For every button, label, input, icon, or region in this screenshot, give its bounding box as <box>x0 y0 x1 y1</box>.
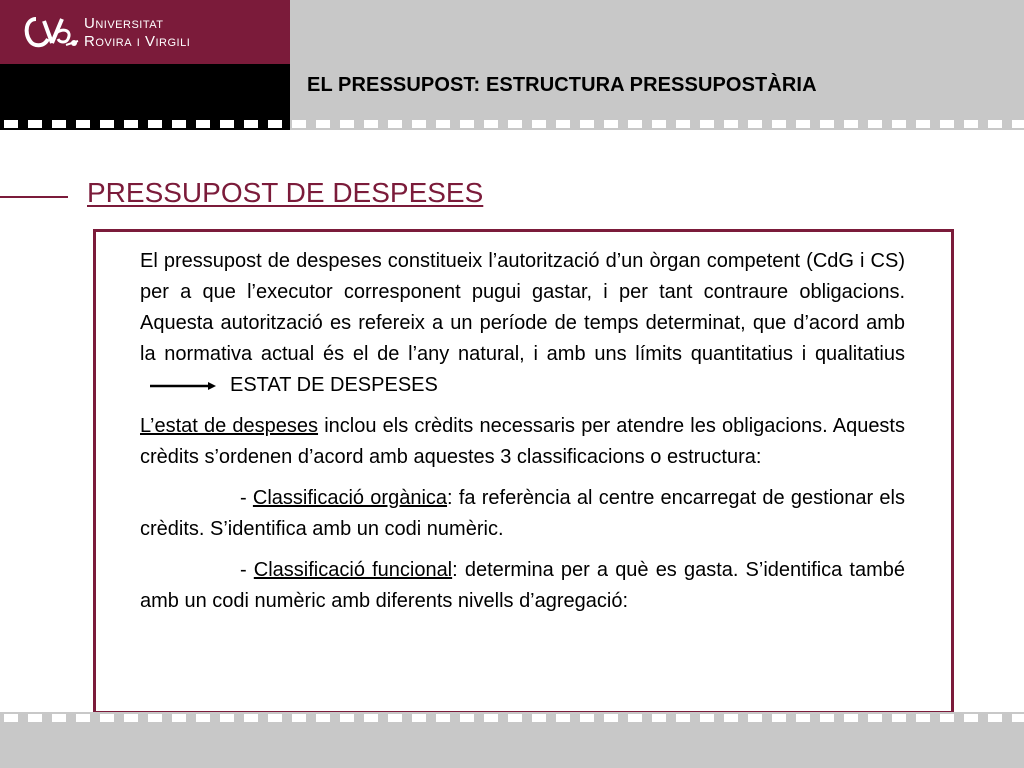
content-box <box>93 229 954 714</box>
estat-term: L’estat de despeses <box>140 415 319 437</box>
funcional-text: : determina per a què es gasta. S’identifica també amb un codi numèric amb diferents nivells d’agregació: <box>140 559 905 612</box>
paragraph-estat <box>140 411 905 473</box>
organica-term: Classificació orgànica <box>252 487 448 509</box>
organica-text: : fa referència al centre encarregat de gestionar els crèdits. S’identifica amb un codi numèric. <box>140 487 905 540</box>
organica-dash: - <box>240 487 253 509</box>
university-logo-icon <box>22 13 82 53</box>
estat-text: inclou els crèdits necessaris per atendre les obligacions. Aquests crèdits s’ordenen d’acord amb aquestes 3 classificacions o estructura: <box>140 415 905 468</box>
decorative-dash-strip-bottom <box>0 712 1024 724</box>
content-text <box>140 246 905 627</box>
footer-band <box>0 724 1024 768</box>
university-line2: Rovira i Virgili <box>84 33 191 50</box>
arrow-right-icon <box>148 381 218 391</box>
paragraph-organica <box>140 483 905 545</box>
logo-area <box>0 0 290 64</box>
section-rule <box>0 196 68 198</box>
university-name <box>84 15 190 51</box>
paragraph-funcional <box>140 555 905 617</box>
funcional-dash: - <box>240 559 254 581</box>
definition-text: El pressupost de despeses constitueix l’autorització d’un òrgan competent (CdG i CS) per a que l’executor corresponent pugui gastar, i per tant contraure obligacions. Aquesta autorització es refereix a un període de temps determinat, que d’acord amb la normativa actual és el de l’any natural, i amb uns límits quantitatius i qualitatius <box>140 250 905 365</box>
page-title: EL PRESSUPOST: ESTRUCTURA PRESSUPOSTÀRIA <box>307 74 817 96</box>
section-heading: PRESSUPOST DE DESPESES <box>87 177 484 208</box>
definition-result: ESTAT DE DESPESES <box>230 374 438 396</box>
paragraph-definition <box>140 246 905 401</box>
funcional-term: Classificació funcional <box>253 559 453 581</box>
header-black-band <box>0 64 290 118</box>
decorative-dash-strip-top <box>0 118 1024 130</box>
university-line1: Universitat <box>84 15 164 32</box>
